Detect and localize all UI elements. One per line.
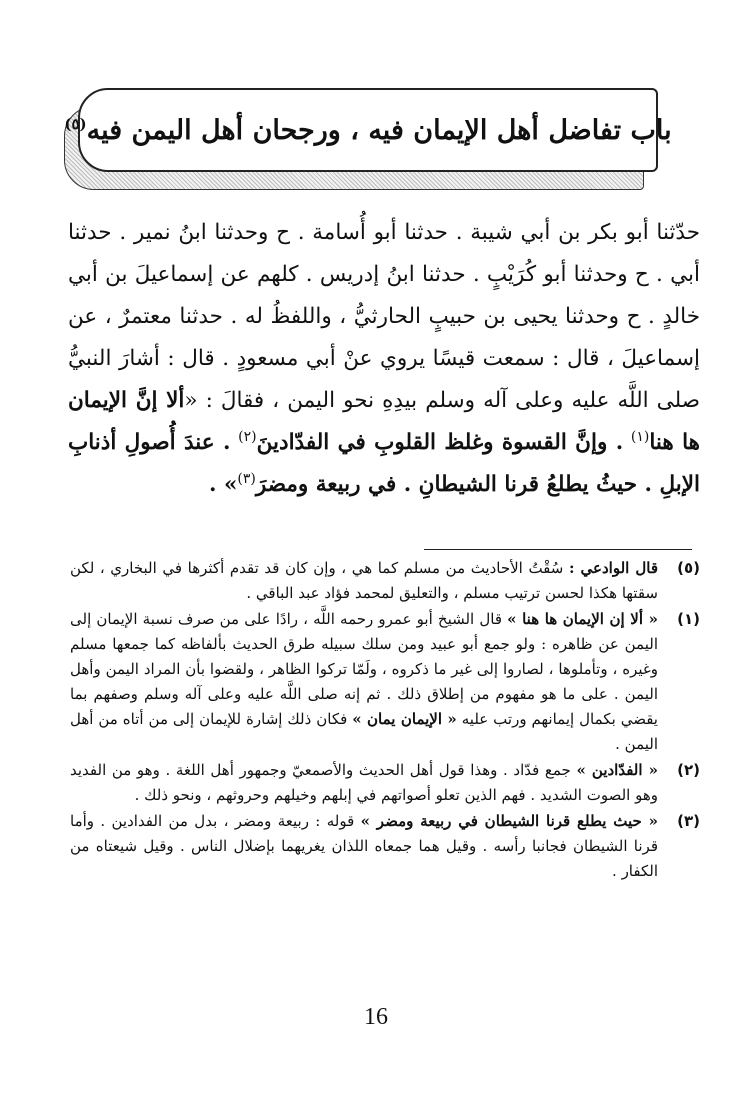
chapter-title [64,115,671,146]
footnote-body [70,809,658,884]
hadith-matn-3: . عندَ أُصولِ أذنابِ الإبلِ . حيثُ يطلعُ قرنا الشيطانِ . في ربيعة ومضرَ [68,430,700,497]
footnote-item [70,809,700,884]
footnote-body [70,758,658,808]
hadith-close: » . [209,472,238,497]
footnote-heading: « حيث يطلع قرنا الشيطان في ربيعة ومضر » [360,812,658,830]
hadith-text [68,212,700,506]
footnote-text-tail: فكان ذلك إشارة للإيمان إلى من أتاه من أهل اليمن . [70,710,658,753]
footnote-marker: (١) [677,610,700,628]
footnote-item [70,556,700,606]
footnote-ref-3[interactable]: (٣) [237,470,256,487]
footnote-text: قوله : ربيعة ومضر ، بدل من الفدادين . وأما قرنا الشيطان فجانبا رأسه . وقيل هما جمعاه اللذان يغريهما بإضلال الناس . وقيل شيعتاه من الكفار . [70,812,658,880]
banner-frame [64,88,672,172]
footnote-item [70,758,700,808]
chapter-banner [64,88,672,190]
footnote-body [70,556,658,606]
footnote-item [70,607,700,757]
footnote-text: سُقْتُ الأحاديث من مسلم كما هي ، وإن كان قد تقدم أكثرها في البخاري ، لكن سقتها هكذا لحسن ترتيب مسلم ، والتعليق لمحمد فؤاد عبد الباقي . [70,559,658,602]
hadith-chain: حدّثنا أبو بكر بن أبي شيبة . حدثنا أبو أُسامة . ح وحدثنا ابنُ نمير . حدثنا أبي . ح وحدثنا أبو كُرَيْبٍ . حدثنا ابنُ إدريس . كلهم عن إسماعيلَ بن أبي خالدٍ . ح وحدثنا يحيى بن حبيبٍ الحارثيُّ ، واللفظُ له . حدثنا معتمرٌ ، عن إسماعيلَ ، قال : سمعت قيسًا يروي عنْ أبي مسعودٍ . قال : أشارَ النبيُّ صلى اللَّه عليه وعلى آله وسلم بيدِهِ نحو اليمن ، فقالَ : « [68,220,700,413]
footnote-marker: (٢) [677,761,700,779]
chapter-title-text: باب تفاضل أهل الإيمان فيه ، ورجحان أهل اليمن فيه [86,114,672,146]
footnotes [70,556,700,885]
chapter-note-marker: (٥) [64,114,87,133]
footnote-divider [424,549,692,550]
footnote-bold-phrase: « الإيمان يمان » [352,710,457,728]
footnote-ref-1[interactable]: (١) [630,428,650,445]
footnote-text: قال الشيخ أبو عمرو رحمه اللَّه ، رادًا على من صرف نسبة الإيمان إلى اليمن عن ظاهره : ولو جمع أبو عبيد ومن سلك سبيله طرق الحديث بألفاظه كما جمعها مسلم وغيره ، وتأملوها ، لصاروا إلى غير ما ذكروه ، ولَمّا تركوا الظاهر ، ولقضوا بأن المراد اليمن وأهل اليمن . على ما هو مفهوم من إطلاق ذلك . ثم إنه صلى اللَّه عليه وعلى آله وسلم وصفهم بما يقضي بكمال إيمانهم ورتب عليه [70,610,658,728]
footnote-marker: (٣) [677,812,700,830]
footnote-ref-2[interactable]: (٢) [238,428,257,445]
footnote-body [70,607,658,757]
footnote-heading: قال الوادعي : [568,559,658,577]
hadith-matn-1: ألا إنَّ الإيمان ها هنا [68,388,700,455]
footnote-heading: « الفدّادين » [576,761,658,779]
page-number: 16 [364,1004,388,1030]
footnote-text: جمع فدّاد . وهذا قول أهل الحديث والأصمعيّ وجمهور أهل اللغة . وهو من الفديد وهو الصوت الشديد . فهم الذين تعلو أصواتهم في إبلهم وخيلهم وحروثهم ، ونحو ذلك . [70,761,658,804]
footnote-marker: (٥) [677,559,700,577]
hadith-matn-2: . وإنَّ القسوة وغلظ القلوبِ في الفدّادينَ [256,430,624,455]
hadith-paragraph [68,212,700,506]
footnote-heading: « ألا إن الإيمان ها هنا » [507,610,658,628]
